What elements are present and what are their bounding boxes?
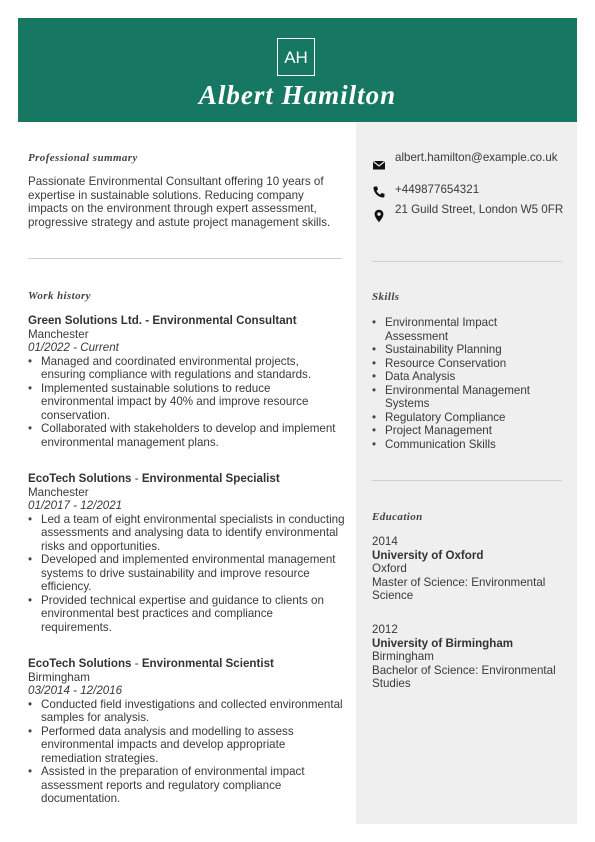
job-company: EcoTech Solutions: [28, 472, 132, 485]
skill-item: • Project Management: [372, 424, 552, 438]
education-degree: Bachelor of Science: Environmental Studies: [372, 663, 556, 690]
education-year: 2014: [372, 535, 398, 548]
job-separator: -: [142, 314, 153, 327]
job-bullet: • Managed and coordinated environmental projects, ensuring compliance with regulations and standards.: [28, 355, 346, 382]
skills-divider: [372, 480, 562, 481]
work-heading: Work history: [28, 290, 91, 302]
job-header: [28, 657, 346, 671]
skill-item: • Sustainability Planning: [372, 343, 552, 357]
education-degree: Master of Science: Environmental Science: [372, 575, 546, 602]
skills-heading: Skills: [372, 291, 400, 303]
job-bullet: • Performed data analysis and modelling to assess environmental impacts and develop appropriate remediation strategies.: [28, 725, 346, 766]
contact-email: [372, 151, 562, 181]
address-text: 21 Guild Street, London W5 0FR: [395, 203, 564, 216]
location-pin-icon: [372, 209, 386, 223]
skill-item: • Resource Conservation: [372, 357, 552, 371]
job-location: Birmingham: [28, 670, 90, 684]
job-bullets: [28, 355, 346, 450]
initials-monogram: AH: [277, 38, 315, 76]
email-text[interactable]: albert.hamilton@example.co.uk: [395, 151, 558, 164]
job-dates: 01/2022 - Current: [28, 341, 119, 354]
job-bullet: • Implemented sustainable solutions to reduce environmental impact by 40% and improve resource conservation.: [28, 382, 346, 423]
job-bullet: • Provided technical expertise and guidance to clients on environmental best practices and compliance requirements.: [28, 594, 346, 635]
skills-list: [372, 316, 552, 451]
job-entry: [28, 472, 346, 634]
education-entry: [372, 623, 557, 691]
skills-list-container: [372, 316, 552, 451]
envelope-icon: [372, 158, 386, 172]
summary-text: Passionate Environmental Consultant offering 10 years of expertise in sustainable solutions. Reducing company impacts on the environment through expert assessment, progressive strategy and astute project management skills.: [28, 175, 331, 229]
skill-item: • Regulatory Compliance: [372, 411, 552, 425]
contact-divider: [372, 261, 562, 262]
job-separator: -: [131, 657, 142, 670]
job-bullets: [28, 698, 346, 806]
job-location: Manchester: [28, 327, 89, 341]
job-header: [28, 472, 346, 486]
job-bullet: • Collaborated with stakeholders to develop and implement environmental management plans.: [28, 422, 346, 449]
contact-phone: [372, 183, 562, 199]
job-bullets: [28, 513, 346, 635]
education-city: Birmingham: [372, 650, 434, 663]
education-school: University of Birmingham: [372, 636, 514, 650]
job-role: Environmental Consultant: [152, 314, 297, 327]
job-bullet: • Developed and implemented environmental management systems to drive sustainability and improve resource efficiency.: [28, 553, 346, 594]
education-year: 2012: [372, 623, 398, 636]
phone-text[interactable]: +449877654321: [395, 183, 480, 196]
skill-item: • Environmental Management Systems: [372, 384, 552, 411]
summary-heading: Professional summary: [28, 152, 138, 164]
job-bullet: • Conducted field investigations and collected environmental samples for analysis.: [28, 698, 346, 725]
contact-address: [372, 203, 562, 233]
skill-item: • Communication Skills: [372, 438, 552, 452]
job-bullet: • Led a team of eight environmental specialists in conducting assessments and analysing data to identify environmental risks and opportunities.: [28, 513, 346, 554]
job-separator: -: [131, 472, 142, 485]
job-entry: [28, 657, 346, 806]
candidate-name: Albert Hamilton: [198, 80, 397, 110]
job-dates: 03/2014 - 12/2016: [28, 684, 123, 697]
job-company: EcoTech Solutions: [28, 657, 132, 670]
job-location: Manchester: [28, 485, 89, 499]
job-entry: [28, 314, 346, 449]
education-entry: [372, 535, 557, 603]
education-school: University of Oxford: [372, 548, 484, 562]
job-bullet: • Assisted in the preparation of environmental impact assessment reports and regulatory compliance documentation.: [28, 765, 346, 806]
education-city: Oxford: [372, 562, 407, 575]
job-dates: 01/2017 - 12/2021: [28, 499, 123, 512]
summary-divider: [28, 258, 342, 259]
job-role: Environmental Scientist: [141, 657, 274, 670]
skill-item: • Environmental Impact Assessment: [372, 316, 552, 343]
job-role: Environmental Specialist: [141, 472, 280, 485]
education-heading: Education: [372, 511, 423, 523]
phone-icon: [372, 185, 386, 199]
skill-item: • Data Analysis: [372, 370, 552, 384]
job-company: Green Solutions Ltd.: [28, 314, 143, 327]
job-header: [28, 314, 346, 328]
